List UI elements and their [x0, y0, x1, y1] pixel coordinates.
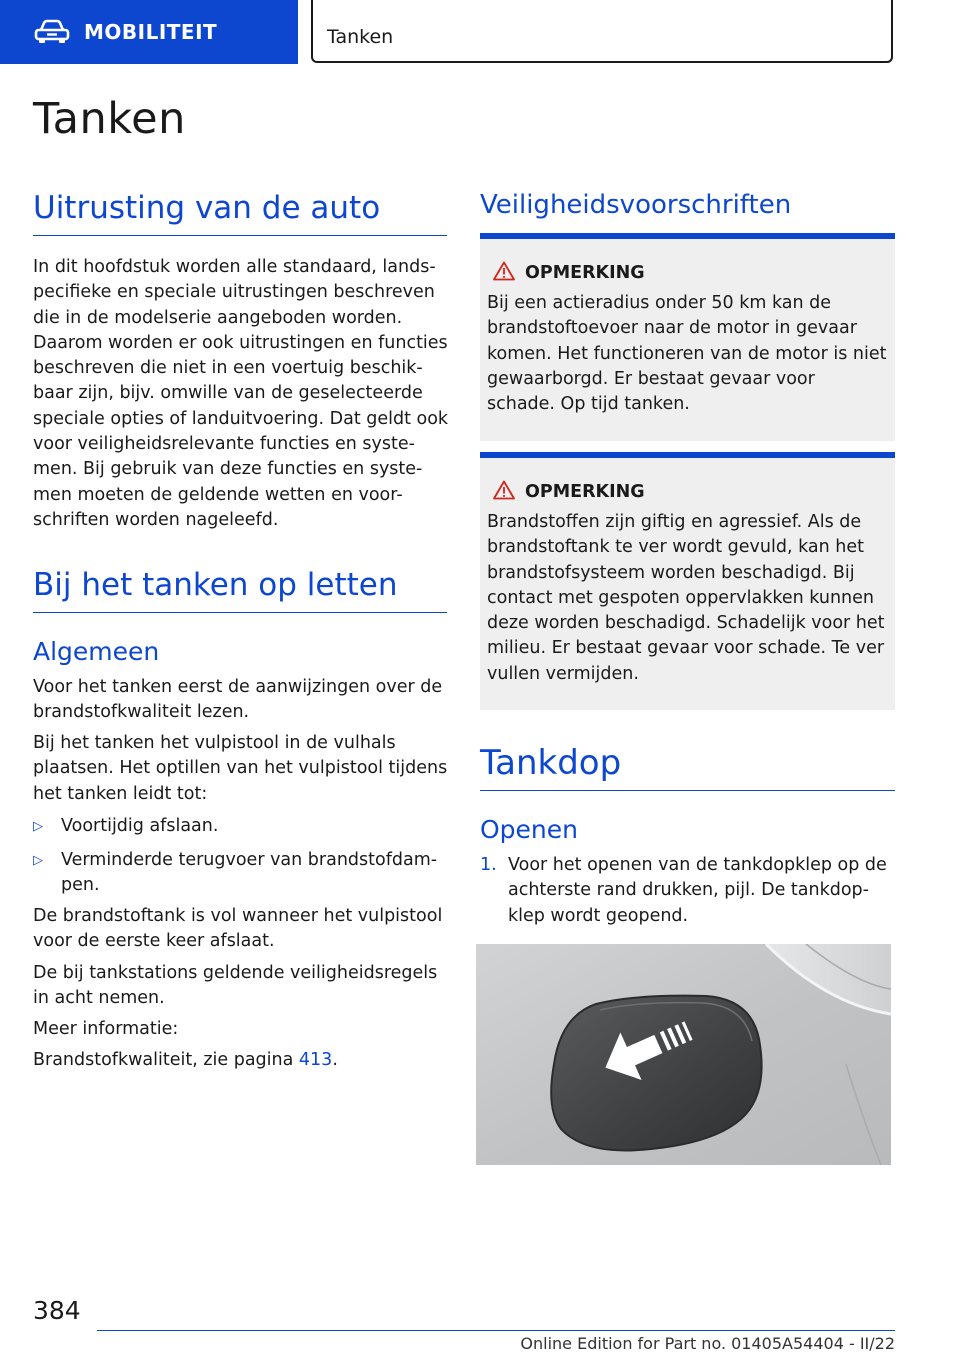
heading-rule: [480, 790, 895, 791]
paragraph: De brandstoftank is vol wanneer het vulpistool voor de eerste keer afslaat.: [33, 906, 443, 952]
step-number: 1.: [480, 855, 497, 875]
car-icon: [34, 19, 70, 45]
notice-box: [480, 233, 895, 441]
heading-rule: [33, 612, 447, 613]
page-number: 384: [33, 1296, 81, 1325]
warning-icon: [493, 261, 515, 281]
page-link[interactable]: 413: [298, 1050, 333, 1070]
notice-title: OPMERKING: [525, 263, 645, 283]
heading-veiligheidsvoorschriften: Veiligheidsvoorschriften: [480, 190, 792, 220]
list-item: ▷ Voortijdig afslaan.: [33, 814, 453, 840]
footer-rule: [97, 1330, 895, 1331]
fuel-flap-illustration: [476, 944, 891, 1165]
section-label: MOBILITEIT: [84, 20, 218, 44]
warning-icon: [493, 480, 515, 500]
subheading-openen: Openen: [480, 815, 578, 844]
paragraph: Bij het tanken het vulpistool in de vulhals plaatsen. Het optillen van het vulpistool tijdens het tanken leidt tot:: [33, 733, 448, 804]
notice-text: Bij een actieradius onder 50 km kan de brandstoftoevoer naar de motor in gevaar komen. Het functioneren van de motor is niet gewaarborgd. Er bestaat gevaar voor schade. Op tijd tanken.: [487, 293, 887, 415]
numbered-step: 1. Voor het openen van de tankdopklep op de achterste rand drukken, pijl. De tankdop- klep wordt geopend.: [480, 855, 887, 926]
list-item: ▷ Verminderde terugvoer van brandstofdam- pen.: [33, 850, 438, 896]
intro-paragraph: In dit hoofdstuk worden alle standaard, lands- pecifieke en speciale uitrustingen beschreven die in de modelserie aangeboden worden. Daarom worden er ook uitrustingen en functies beschreven die niet in een voertuig beschik- baar zijn, bijv. omwille van de geselecteerde speciale opties of landuitvoering. Dat geldt ook voor veiligheidsrelevante functies en syste- men. Bij gebruik van deze functies en syste- men moeten de geldende wetten en voor- schriften worden nageleefd.: [33, 257, 449, 530]
paragraph: De bij tankstations geldende veiligheidsregels in acht nemen.: [33, 963, 438, 1009]
footer-text: Online Edition for Part no. 01405A54404 - II/22: [520, 1334, 895, 1353]
heading-uitrusting: Uitrusting van de auto: [33, 190, 381, 226]
cross-reference: Brandstofkwaliteit, zie pagina 413.: [33, 1050, 338, 1070]
notice-text: Brandstoffen zijn giftig en agressief. Als de brandstoftank te ver wordt gevuld, kan het brandstofsysteem worden beschadigd. Bij contact met gespoten oppervlakken kunnen deze worden beschadigd. Schadelijk voor het milieu. Er bestaat gevaar voor schade. Te ver vullen vermijden.: [487, 512, 885, 684]
chapter-label: Tanken: [327, 26, 394, 48]
section-tab: [0, 0, 298, 64]
triangle-bullet-icon: ▷: [33, 853, 43, 868]
notice-box: [480, 452, 895, 710]
notice-title: OPMERKING: [525, 482, 645, 502]
chapter-header: [311, 0, 893, 63]
triangle-bullet-icon: ▷: [33, 819, 43, 834]
subheading-algemeen: Algemeen: [33, 637, 160, 666]
heading-tankdop: Tankdop: [480, 743, 622, 783]
heading-rule: [33, 235, 447, 236]
paragraph: Meer informatie:: [33, 1019, 179, 1039]
page-title: Tanken: [33, 94, 186, 144]
heading-bij-het-tanken: Bij het tanken op letten: [33, 567, 398, 603]
paragraph: Voor het tanken eerst de aanwijzingen over de brandstofkwaliteit lezen.: [33, 677, 443, 723]
